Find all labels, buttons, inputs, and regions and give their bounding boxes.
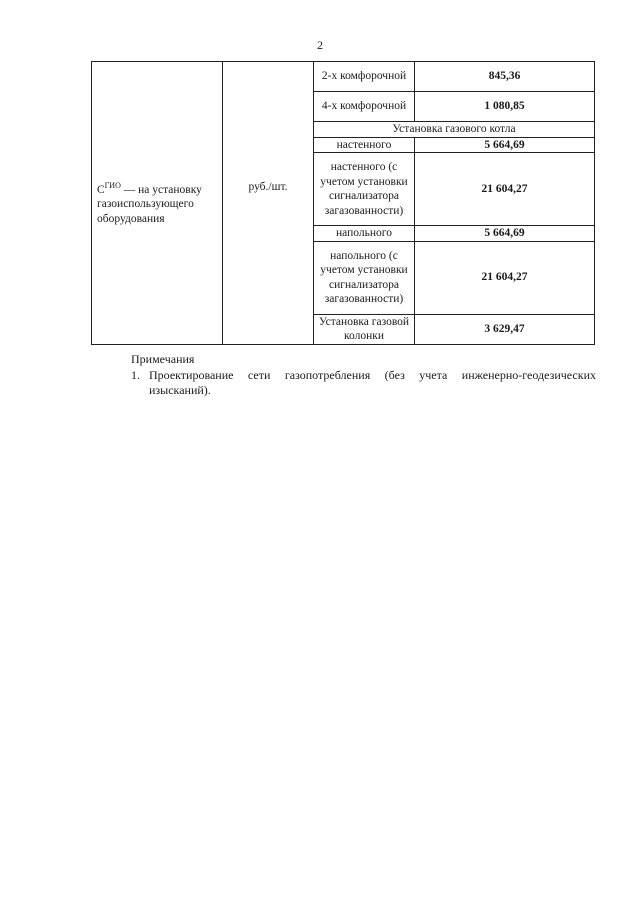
item-cell: 4-х комфорочной [314,92,415,122]
value-cell: 845,36 [415,62,595,92]
note-number: 1. [131,368,140,382]
desc-symbol: С [97,183,105,196]
page-number: 2 [317,38,323,52]
unit-cell [223,62,314,345]
desc-superscript: ГИО [104,181,121,191]
item-cell: напольного (с учетом установки сигнализатора загазованности) [314,241,415,314]
value-cell: 21 604,27 [415,153,595,226]
description-cell [92,62,223,345]
value-cell: 5 664,69 [415,137,595,153]
item-cell: 2-х комфорочной [314,62,415,92]
rates-table [91,61,595,345]
notes-title: Примечания [131,352,195,366]
note-text: Проектирование сети газопотребления (без учета инженерно-геодезических изысканий). [149,368,596,397]
desc-text: — на установку газоиспользующего оборудования [97,183,202,225]
value-cell: 5 664,69 [415,226,595,242]
note-item [131,368,596,398]
unit-label: руб./шт. [248,180,288,193]
value-cell: 3 629,47 [415,314,595,344]
item-cell: Установка газовой колонки [314,314,415,344]
boiler-header: Установка газового котла [314,122,595,138]
item-cell: напольного [314,226,415,242]
table-row [92,62,595,92]
value-cell: 1 080,85 [415,92,595,122]
item-cell: настенного [314,137,415,153]
value-cell: 21 604,27 [415,241,595,314]
item-cell: настенного (с учетом установки сигнализатора загазованности) [314,153,415,226]
